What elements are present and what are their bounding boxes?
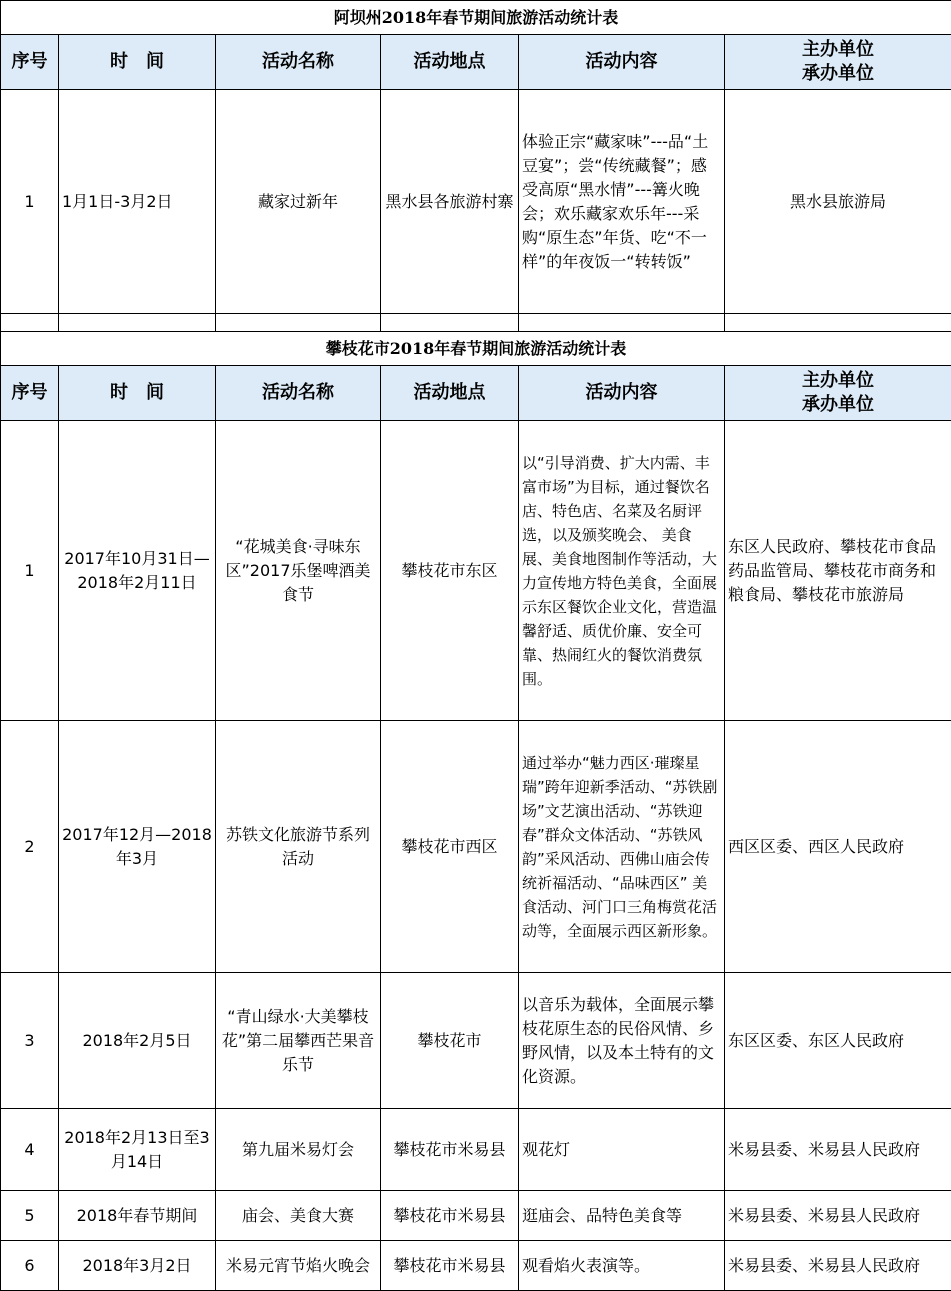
row-place: 黑水县各旅游村寨 xyxy=(381,90,519,314)
row-name: “青山绿水·大美攀枝花”第二届攀西芒果音乐节 xyxy=(216,973,381,1109)
table-header-row xyxy=(1,366,951,421)
header-no: 序号 xyxy=(1,366,59,421)
header-content: 活动内容 xyxy=(519,35,725,90)
row-place: 攀枝花市 xyxy=(381,973,519,1109)
row-host: 米易县委、米易县人民政府 xyxy=(725,1241,951,1291)
row-no: 1 xyxy=(1,90,59,314)
table-title: 阿坝州2018年春节期间旅游活动统计表 xyxy=(1,1,951,35)
header-time: 时 间 xyxy=(59,35,216,90)
table-row xyxy=(1,421,951,721)
header-place: 活动地点 xyxy=(381,35,519,90)
row-host: 米易县委、米易县人民政府 xyxy=(725,1109,951,1191)
row-place: 攀枝花市米易县 xyxy=(381,1191,519,1241)
panzhihua-table xyxy=(0,331,951,1291)
row-no: 1 xyxy=(1,421,59,721)
aba-table xyxy=(0,0,951,332)
table-row xyxy=(1,90,951,314)
row-time: 2018年2月13日至3月14日 xyxy=(59,1109,216,1191)
row-content: 体验正宗“藏家味”---品“土豆宴”；尝“传统藏餐”；感受高原“黑水情”---篝火晚会；欢乐藏家欢乐年---采购“原生态”年货、吃“不一样”的年夜饭一“转转饭” xyxy=(519,90,725,314)
row-host: 东区区委、东区人民政府 xyxy=(725,973,951,1109)
row-name: 藏家过新年 xyxy=(216,90,381,314)
table-row xyxy=(1,973,951,1109)
header-name: 活动名称 xyxy=(216,366,381,421)
header-time: 时 间 xyxy=(59,366,216,421)
row-content: 逛庙会、品特色美食等 xyxy=(519,1191,725,1241)
table-row xyxy=(1,721,951,973)
header-place: 活动地点 xyxy=(381,366,519,421)
row-content: 通过举办“魅力西区·璀璨星瑞”跨年迎新季活动、“苏铁剧场”文艺演出活动、“苏铁迎春”群众文体活动、“苏铁风韵”采风活动、西佛山庙会传统祈福活动、“品味西区” 美食活动、河门口三角梅赏花活动等，全面展示西区新形象。 xyxy=(519,721,725,973)
row-content: 以音乐为载体，全面展示攀枝花原生态的民俗风情、乡野风情，以及本土特有的文化资源。 xyxy=(519,973,725,1109)
row-time: 2018年春节期间 xyxy=(59,1191,216,1241)
row-place: 攀枝花市米易县 xyxy=(381,1241,519,1291)
row-name: 苏铁文化旅游节系列活动 xyxy=(216,721,381,973)
row-content: 观看焰火表演等。 xyxy=(519,1241,725,1291)
row-place: 攀枝花市米易县 xyxy=(381,1109,519,1191)
header-host: 主办单位 承办单位 xyxy=(725,35,951,90)
row-host: 米易县委、米易县人民政府 xyxy=(725,1191,951,1241)
row-no: 2 xyxy=(1,721,59,973)
header-content: 活动内容 xyxy=(519,366,725,421)
row-host: 西区区委、西区人民政府 xyxy=(725,721,951,973)
row-no: 4 xyxy=(1,1109,59,1191)
table-row xyxy=(1,1109,951,1191)
header-name: 活动名称 xyxy=(216,35,381,90)
row-place: 攀枝花市东区 xyxy=(381,421,519,721)
row-time: 2018年3月2日 xyxy=(59,1241,216,1291)
row-place: 攀枝花市西区 xyxy=(381,721,519,973)
row-time: 2018年2月5日 xyxy=(59,973,216,1109)
row-no: 5 xyxy=(1,1191,59,1241)
row-no: 6 xyxy=(1,1241,59,1291)
header-no: 序号 xyxy=(1,35,59,90)
row-name: 庙会、美食大赛 xyxy=(216,1191,381,1241)
row-host: 黑水县旅游局 xyxy=(725,90,951,314)
table-title: 攀枝花市2018年春节期间旅游活动统计表 xyxy=(1,332,951,366)
row-no: 3 xyxy=(1,973,59,1109)
row-time: 2017年10月31日—2018年2月11日 xyxy=(59,421,216,721)
row-name: 第九届米易灯会 xyxy=(216,1109,381,1191)
row-time: 1月1日-3月2日 xyxy=(59,90,216,314)
table-row xyxy=(1,1241,951,1291)
spacer-row xyxy=(1,314,951,332)
row-name: “花城美食·寻味东区”2017乐堡啤酒美食节 xyxy=(216,421,381,721)
row-name: 米易元宵节焰火晚会 xyxy=(216,1241,381,1291)
table-header-row xyxy=(1,35,951,90)
row-time: 2017年12月—2018年3月 xyxy=(59,721,216,973)
row-content: 以“引导消费、扩大内需、丰富市场”为目标，通过餐饮名店、特色店、名菜及名厨评选，以及颁奖晚会、 美食展、美食地图制作等活动，大力宣传地方特色美食，全面展示东区餐饮企业文化，营造温馨舒适、质优价廉、安全可靠、热闹红火的餐饮消费氛围。 xyxy=(519,421,725,721)
table-row xyxy=(1,1191,951,1241)
row-content: 观花灯 xyxy=(519,1109,725,1191)
row-host: 东区人民政府、攀枝花市食品药品监管局、攀枝花市商务和粮食局、攀枝花市旅游局 xyxy=(725,421,951,721)
header-host: 主办单位 承办单位 xyxy=(725,366,951,421)
